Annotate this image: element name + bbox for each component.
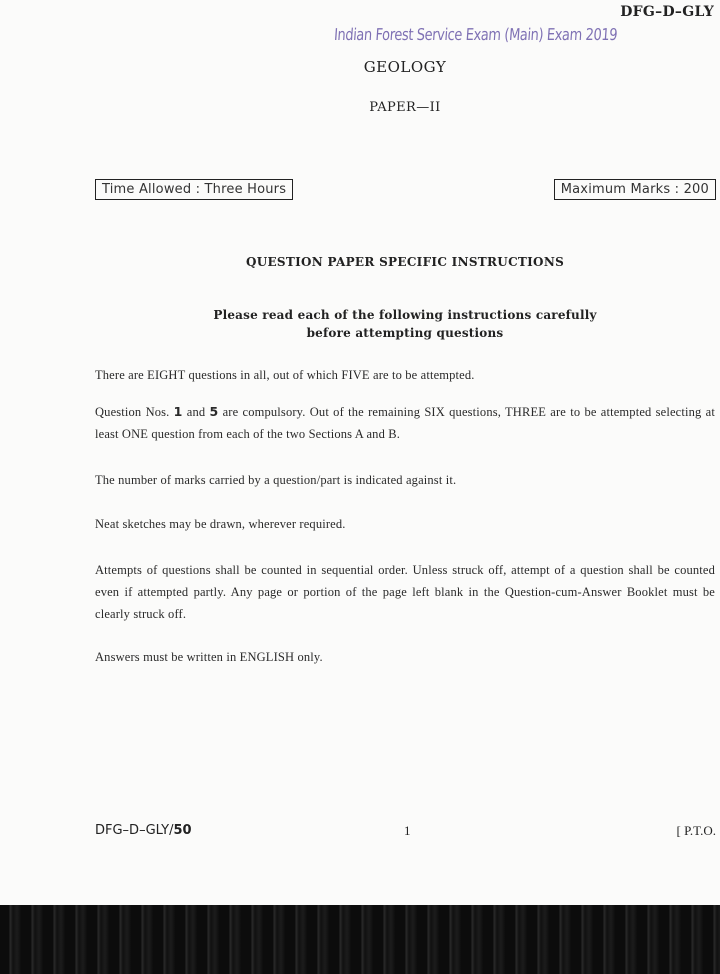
instructions-subheading: [0, 306, 720, 342]
paper-code: DFG–D–GLY: [620, 4, 714, 20]
instruction-paragraph-1: There are EIGHT questions in all, out of which FIVE are to be attempted.: [95, 368, 475, 382]
time-allowed-box: Time Allowed : Three Hours: [95, 179, 293, 200]
p2-text-a: Question Nos.: [95, 405, 174, 419]
scan-edge-strip: [0, 905, 720, 974]
p2-text-c: are compulsory. Out of the remaining SIX questions, THREE are to be attempted selecting at least ONE question from each of the two Sections A and B.: [95, 405, 715, 441]
subheading-line-2: before attempting questions: [306, 326, 504, 340]
p2-question-1: 1: [173, 404, 183, 419]
paper-number: PAPER—II: [369, 100, 441, 115]
instructions-heading: QUESTION PAPER SPECIFIC INSTRUCTIONS: [245, 255, 565, 269]
instruction-paragraph-6: Answers must be written in ENGLISH only.: [95, 650, 323, 664]
instruction-paragraph-5: Attempts of questions shall be counted in sequential order. Unless struck off, attempt of a question shall be counted even if attempted partly. Any page or portion of the page left blank in the Question-cum-Answer Booklet must be clearly struck off.: [95, 563, 715, 621]
page-number: 1: [404, 823, 411, 838]
instruction-paragraph-3: The number of marks carried by a question/part is indicated against it.: [95, 473, 457, 487]
exam-stamp: Indian Forest Service Exam (Main) Exam 2019: [333, 26, 618, 45]
instruction-paragraph-4: Neat sketches may be drawn, wherever required.: [95, 517, 346, 531]
instruction-paragraph-2: [95, 401, 715, 445]
subject-title: GEOLOGY: [363, 58, 447, 76]
subheading-line-1: Please read each of the following instructions carefully: [213, 308, 597, 322]
please-turn-over: [ P.T.O.: [676, 823, 716, 838]
maximum-marks-box: Maximum Marks : 200: [554, 179, 716, 200]
footer-code-prefix: DFG–D–GLY/: [95, 823, 174, 838]
p2-text-b: and: [182, 405, 210, 419]
footer-code-number: 50: [173, 823, 192, 838]
footer-paper-code: [95, 823, 192, 838]
p2-question-5: 5: [209, 404, 219, 419]
